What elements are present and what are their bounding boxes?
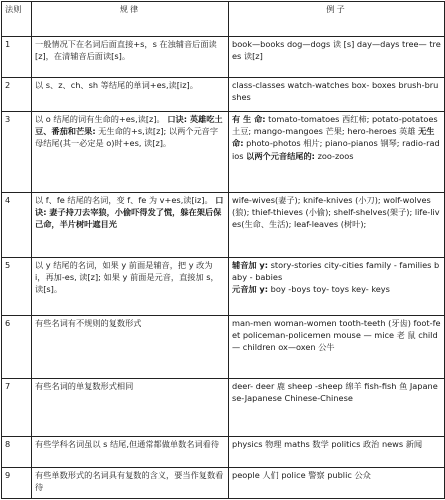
example-text: boy -boys toy- toys key- keys xyxy=(270,284,390,295)
row-number: 5 xyxy=(2,258,32,316)
rule-text: 以 o 结尾的词有生命的+es,读[z]。 xyxy=(35,114,165,124)
header-example: 例子 xyxy=(229,2,445,37)
table-row xyxy=(2,193,445,258)
example-cell: physics 物理 maths 数学 politics 政治 news 新闻 xyxy=(229,437,445,468)
table-row xyxy=(2,78,445,112)
table-row xyxy=(2,258,445,316)
example-text: zoo-zoos xyxy=(317,150,354,161)
example-label: 以两个元音结尾的: xyxy=(246,150,315,161)
plural-rules-table xyxy=(1,1,445,499)
row-number: 8 xyxy=(2,437,32,468)
example-cell: class-classes watch-watches box- boxes brush-brushes xyxy=(229,78,445,112)
example-cell: wife-wives(妻子); knife-knives (小刀); wolf-wolves (狼); thief-thieves (小偷); shelf-shelves(架子); life-lives(生命、生活); leaf-leaves (树叶); xyxy=(229,193,445,258)
example-label: 辅音加 y: xyxy=(232,260,269,270)
rule-cell: 有些学科名词虽以 s 结尾,但通常都做单数名词看待 xyxy=(32,437,229,468)
example-label: 无生命: xyxy=(232,126,435,149)
example-cell: man-men woman-women tooth-teeth (牙齿) foot-feet policeman-policemen mouse — mice 老 鼠 child — children ox—oxen 公牛 xyxy=(229,316,445,379)
example-label: 有 生 命: xyxy=(232,114,266,124)
rule-cell: 以 y 结尾的名词，如果 y 前面是辅音，把 y 改为 i，再加-es, 读[z]; 如果 y 前面是元音，直接加 s，读[s]。 xyxy=(32,258,229,316)
example-text: story-stories city-cities family - families baby - babies xyxy=(232,260,440,283)
row-number: 7 xyxy=(2,379,32,437)
rule-cell: 一般情况下在名词后面直接+s，s 在浊辅音后面读[z]，在清辅音后面读[s]。 xyxy=(32,37,229,78)
example-cell xyxy=(229,112,445,193)
table-row xyxy=(2,37,445,78)
example-cell: book—books dog—dogs 读 [s] day—days tree— trees 读[z] xyxy=(229,37,445,78)
example-label: 元音加 y: xyxy=(232,284,269,295)
rule-cell: 有些名词有不规则的复数形式 xyxy=(32,316,229,379)
table-header-row xyxy=(2,2,445,37)
rule-cell xyxy=(32,193,229,258)
row-number: 9 xyxy=(2,468,32,499)
example-cell: people 人们 police 警察 public 公众 xyxy=(229,468,445,499)
grammar-table-sheet xyxy=(1,1,444,499)
table-row xyxy=(2,316,445,379)
table-row xyxy=(2,437,445,468)
header-rule: 规律 xyxy=(32,2,229,37)
rule-mnemonic: 口诀: 英雄吃土豆、番茄和芒果: xyxy=(35,114,223,137)
rule-text: 无生命的+s,读[z]; 以两个元音字母结尾(其一必定是 o)时+es, 读[z]。 xyxy=(35,126,219,149)
example-text: tomato-tomatoes 西红柿; potato-potatoes 土豆; mango-mangoes 芒果; hero-heroes 英雄 xyxy=(232,114,438,137)
table-row xyxy=(2,112,445,193)
row-number: 1 xyxy=(2,37,32,78)
table-row xyxy=(2,468,445,499)
rule-text: 以 f、fe 结尾的名词，变 f、fe 为 v+es,读[iz]。 xyxy=(35,195,213,205)
table-row xyxy=(2,379,445,437)
rule-cell xyxy=(32,112,229,193)
row-number: 3 xyxy=(2,112,32,193)
example-cell xyxy=(229,258,445,316)
rule-cell: 有些名词的单复数形式相同 xyxy=(32,379,229,437)
rule-mnemonic: 口诀: 妻子持刀去宰狼，小偷吓得发了慌，躲在架后保己命，半片树叶遮目光 xyxy=(35,195,224,230)
row-number: 2 xyxy=(2,78,32,112)
header-no: 法则 xyxy=(2,2,32,37)
example-text: photo-photos 相片; piano-pianos 钢琴; radio-radios xyxy=(232,138,440,161)
rule-cell: 有些单数形式的名词具有复数的含义，要当作复数看待 xyxy=(32,468,229,499)
rule-cell: 以 s、z、ch、sh 等结尾的单词+es,读[iz]。 xyxy=(32,78,229,112)
row-number: 4 xyxy=(2,193,32,258)
example-cell: deer- deer 鹿 sheep -sheep 绵羊 fish-fish 鱼 Japanese-Japanese Chinese-Chinese xyxy=(229,379,445,437)
row-number: 6 xyxy=(2,316,32,379)
